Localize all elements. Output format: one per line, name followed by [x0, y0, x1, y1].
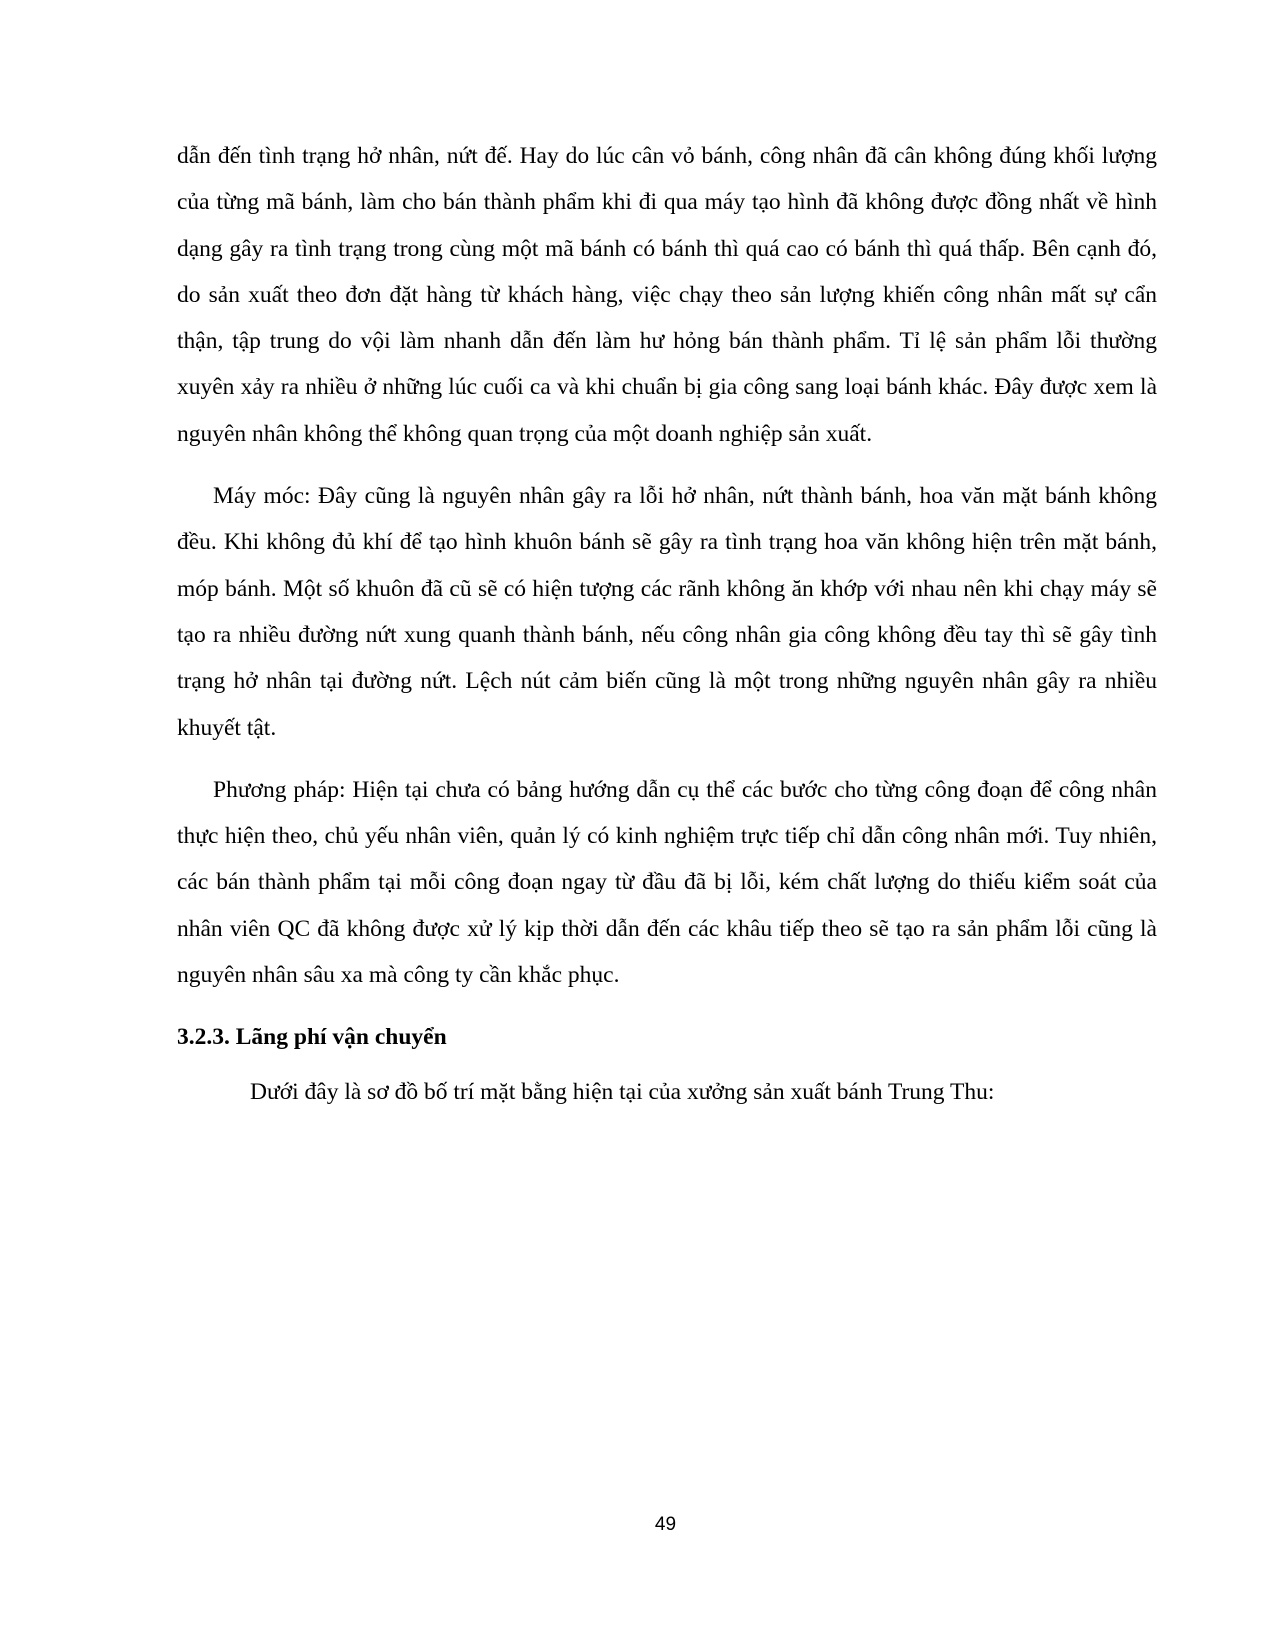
paragraph-machine-causes: Máy móc: Đây cũng là nguyên nhân gây ra lỗi hở nhân, nứt thành bánh, hoa văn mặt bánh không đều. Khi không đủ khí để tạo hình khuôn bánh sẽ gây ra tình trạng hoa văn không hiện trên mặt bánh, móp bánh. Một số khuôn đã cũ sẽ có hiện tượng các rãnh không ăn khớp với nhau nên khi chạy máy sẽ tạo ra nhiều đường nứt xung quanh thành bánh, nếu công nhân gia công không đều tay thì sẽ gây tình trạng hở nhân tại đường nứt. Lệch nút cảm biến cũng là một trong những nguyên nhân gây ra nhiều khuyết tật.	[177, 483, 1157, 741]
page-body	[177, 133, 1157, 1131]
paragraph-method-causes: Phương pháp: Hiện tại chưa có bảng hướng dẫn cụ thể các bước cho từng công đoạn để công nhân thực hiện theo, chủ yếu nhân viên, quản lý có kinh nghiệm trực tiếp chỉ dẫn công nhân mới. Tuy nhiên, các bán thành phẩm tại mỗi công đoạn ngay từ đầu đã bị lỗi, kém chất lượng do thiếu kiểm soát của nhân viên QC đã không được xử lý kịp thời dẫn đến các khâu tiếp theo sẽ tạo ra sản phẩm lỗi cũng là nguyên nhân sâu xa mà công ty cần khắc phục.	[177, 776, 1157, 989]
paragraph-worker-causes: dẫn đến tình trạng hở nhân, nứt đế. Hay do lúc cân vỏ bánh, công nhân đã cân không đúng khối lượng của từng mã bánh, làm cho bán thành phẩm khi đi qua máy tạo hình đã không được đồng nhất về hình dạng gây ra tình trạng trong cùng một mã bánh có bánh thì quá cao có bánh thì quá thấp. Bên cạnh đó, do sản xuất theo đơn đặt hàng từ khách hàng, việc chạy theo sản lượng khiến công nhân mất sự cẩn thận, tập trung do vội làm nhanh dẫn đến làm hư hỏng bán thành phẩm. Tỉ lệ sản phẩm lỗi thường xuyên xảy ra nhiều ở những lúc cuối ca và khi chuẩn bị gia công sang loại bánh khác. Đây được xem là nguyên nhân không thể không quan trọng của một doanh nghiệp sản xuất.	[177, 143, 1157, 447]
page-number: 49	[654, 1514, 677, 1535]
section-intro: Dưới đây là sơ đồ bố trí mặt bằng hiện tại của xưởng sản xuất bánh Trung Thu:	[250, 1078, 995, 1105]
section-heading: 3.2.3. Lãng phí vận chuyển	[177, 1024, 447, 1051]
